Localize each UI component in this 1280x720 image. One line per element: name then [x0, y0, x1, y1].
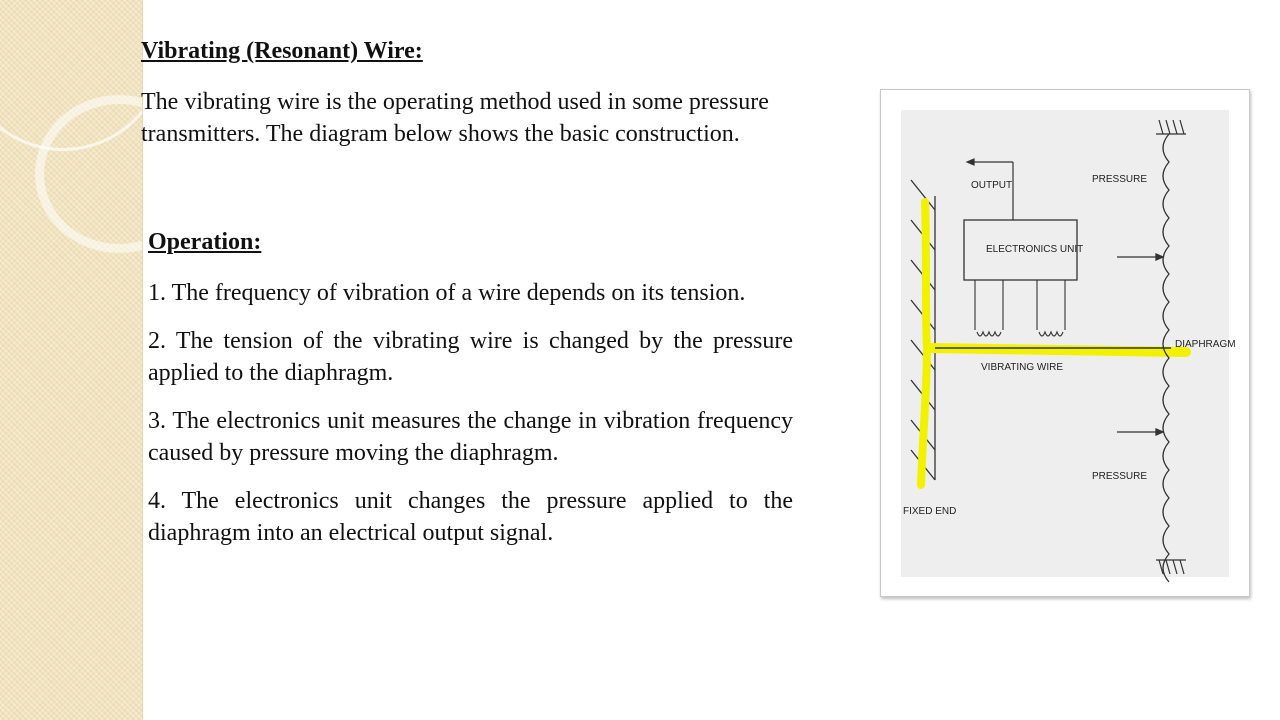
operation-step: 1. The frequency of vibration of a wire depends on its tension. [148, 280, 746, 306]
operation-heading: Operation: [148, 229, 262, 255]
slide-title: Vibrating (Resonant) Wire: [141, 38, 423, 64]
operation-step: 2. The tension of the vibrating wire is changed by the pressure applied to the diaphragm. [148, 328, 793, 386]
diaphragm-label: DIAPHRAGM [1175, 339, 1236, 350]
vibrating-wire-label: VIBRATING WIRE [981, 362, 1064, 373]
operation-step: 4. The electronics unit changes the pressure applied to the diaphragm into an electrical output signal. [148, 488, 793, 546]
pressure-label-top: PRESSURE [1092, 174, 1148, 185]
operation-step: 3. The electronics unit measures the change in vibration frequency caused by pressure moving the diaphragm. [148, 408, 793, 466]
pickup-coils [975, 280, 1065, 336]
diagram-frame [880, 89, 1250, 597]
pressure-arrows [1117, 254, 1163, 435]
electronics-unit-label: ELECTRONICS UNIT [986, 244, 1084, 255]
decorative-side-strip [0, 0, 143, 720]
intro-paragraph: The vibrating wire is the operating method used in some pressure transmitters. The diagram below shows the basic construction. [141, 89, 769, 147]
output-label: OUTPUT [971, 180, 1013, 191]
operation-steps [148, 277, 793, 565]
vibrating-wire-diagram [881, 90, 1249, 596]
fixed-end-label: FIXED END [903, 506, 957, 517]
diaphragm-curve [1163, 134, 1169, 582]
pressure-label-bottom: PRESSURE [1092, 471, 1148, 482]
